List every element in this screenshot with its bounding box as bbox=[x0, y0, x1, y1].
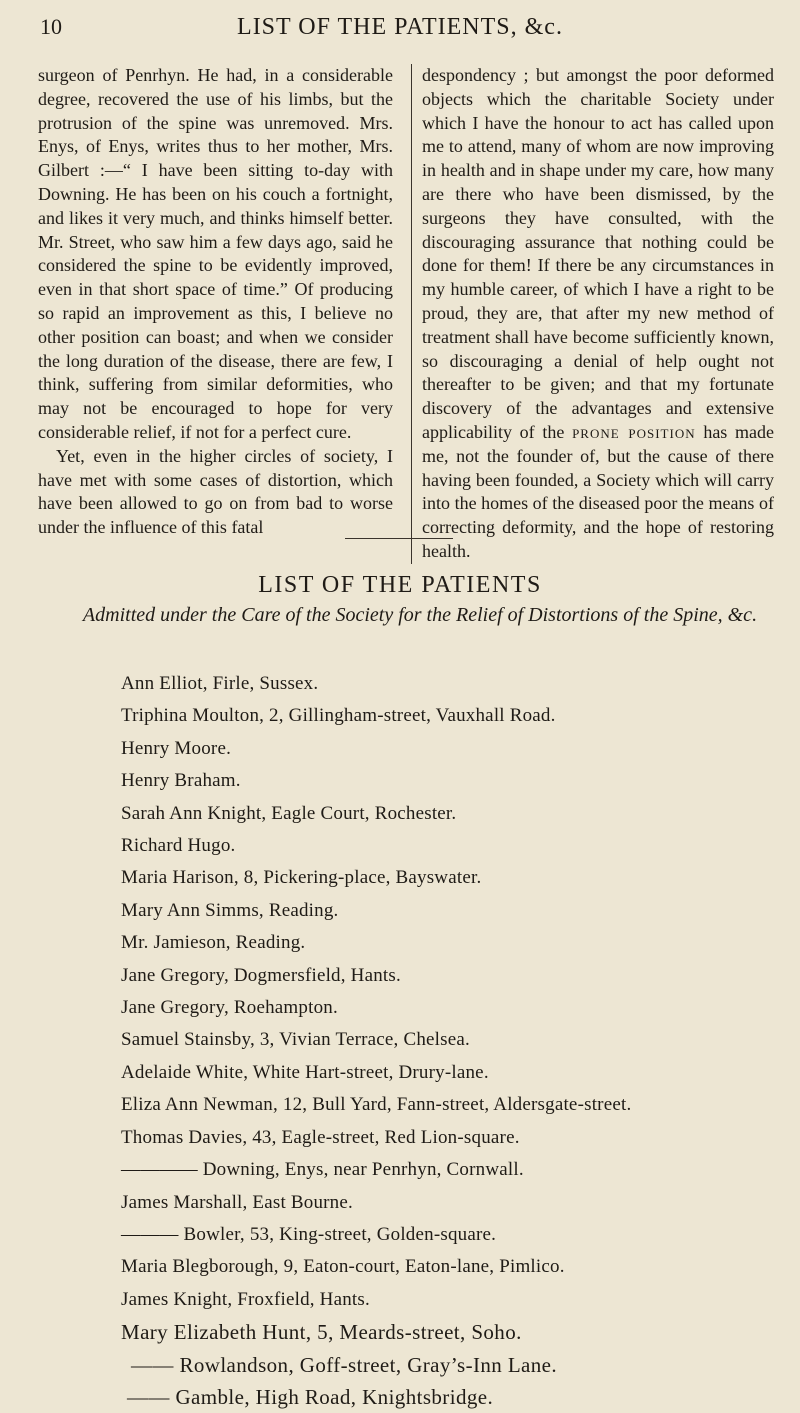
patient-entry: Jane Gregory, Dogmersfield, Hants. bbox=[121, 964, 401, 986]
patient-entry: Mary Elizabeth Hunt, 5, Meards-street, Soho. bbox=[121, 1320, 522, 1345]
patient-entry: James Knight, Froxfield, Hants. bbox=[121, 1288, 370, 1310]
patient-entry: Triphina Moulton, 2, Gillingham-street, Vauxhall Road. bbox=[121, 705, 556, 727]
patient-entry: James Marshall, East Bourne. bbox=[121, 1191, 353, 1213]
patient-entry: Ann Elliot, Firle, Sussex. bbox=[121, 673, 319, 694]
running-head: LIST OF THE PATIENTS, &c. bbox=[237, 14, 563, 40]
patient-entry: Eliza Ann Newman, 12, Bull Yard, Fann-street, Aldersgate-street. bbox=[121, 1094, 632, 1116]
patient-entry: Sarah Ann Knight, Eagle Court, Rochester. bbox=[121, 802, 457, 824]
two-column-text bbox=[38, 64, 774, 564]
section-title: LIST OF THE PATIENTS bbox=[258, 572, 542, 598]
patient-list bbox=[121, 668, 781, 1413]
right-text-before: despondency ; but amongst the poor deformed objects which the charitable Society under which I have the honour to act has called upon me to attend, many of whom are now improving in health and in shape under my care, how many are there who have been dismissed, by the surgeons they have consulted, with the discouraging assurance that nothing could be done for them! If there be any circumstances in my humble career, of which I have a right to be proud, they are, that after my new method of treatment shall have become sufficiently known, so discouraging a denial of help ought not thereafter to be given; and that my fortunate discovery of the advantages and extensive applicability of the bbox=[422, 65, 774, 442]
right-text-after: has made me, not the founder of, but the cause of there having been founded, a Society which will carry into the homes of the diseased poor the means of correcting deformity, and the hope of restoring health. bbox=[422, 421, 774, 561]
section-subtitle: Admitted under the Care of the Society for the Relief of Distortions of the Spine, &c. bbox=[82, 604, 758, 626]
prone-position-term: prone position bbox=[572, 421, 696, 442]
patient-entry: Henry Moore. bbox=[121, 737, 232, 759]
left-paragraph-2: Yet, even in the higher circles of society, I have met with some cases of distortion, which have been allowed to go on from bad to worse under the influence of this fatal bbox=[38, 445, 393, 538]
left-paragraph-1: surgeon of Penrhyn. He had, in a considerable degree, recovered the use of his limbs, but the protrusion of the spine was unremoved. Mrs. Enys, of Enys, writes thus to her mother, Mrs. Gilbert :—“ I have been sitting to-day with Downing. He has been on his couch a fortnight, and likes it very much, and thinks himself better. Mr. Street, who saw him a few days ago, said he considered the spine to be evidently improved, even in that short space of time.” Of producing so rapid an improvement as this, I believe no other position can boast; and when we consider the long duration of the disease, there are few, I think, suffering from similar deformities, who may not be encouraged to hope for very considerable relief, if not for a perfect cure. bbox=[38, 65, 393, 442]
patient-entry: Jane Gregory, Roehampton. bbox=[121, 997, 338, 1019]
patient-entry: —— Rowlandson, Goff-street, Gray’s-Inn Lane. bbox=[131, 1352, 558, 1377]
page-number: 10 bbox=[40, 14, 62, 39]
patient-entry: Adelaide White, White Hart-street, Drury-lane. bbox=[121, 1061, 489, 1083]
patient-entry: Richard Hugo. bbox=[121, 835, 236, 857]
patient-entry: Mary Ann Simms, Reading. bbox=[121, 899, 339, 921]
patient-entry: ———— Downing, Enys, near Penrhyn, Cornwall. bbox=[121, 1159, 524, 1181]
patient-entry: Thomas Davies, 43, Eagle-street, Red Lion-square. bbox=[121, 1126, 520, 1148]
left-column bbox=[38, 64, 393, 564]
patient-entry: Mr. Jamieson, Reading. bbox=[121, 932, 306, 954]
right-column bbox=[411, 64, 774, 564]
right-paragraph bbox=[422, 64, 774, 564]
patient-entry: —— Gamble, High Road, Knightsbridge. bbox=[127, 1384, 494, 1409]
patient-entry: Maria Blegborough, 9, Eaton-court, Eaton-lane, Pimlico. bbox=[121, 1256, 565, 1278]
patient-entry: Henry Braham. bbox=[121, 770, 241, 792]
patient-entry: Samuel Stainsby, 3, Vivian Terrace, Chelsea. bbox=[121, 1029, 470, 1051]
patient-entry: Maria Harison, 8, Pickering-place, Bayswater. bbox=[121, 867, 482, 889]
patient-entry: ——— Bowler, 53, King-street, Golden-square. bbox=[121, 1223, 497, 1245]
section-divider bbox=[345, 538, 453, 539]
